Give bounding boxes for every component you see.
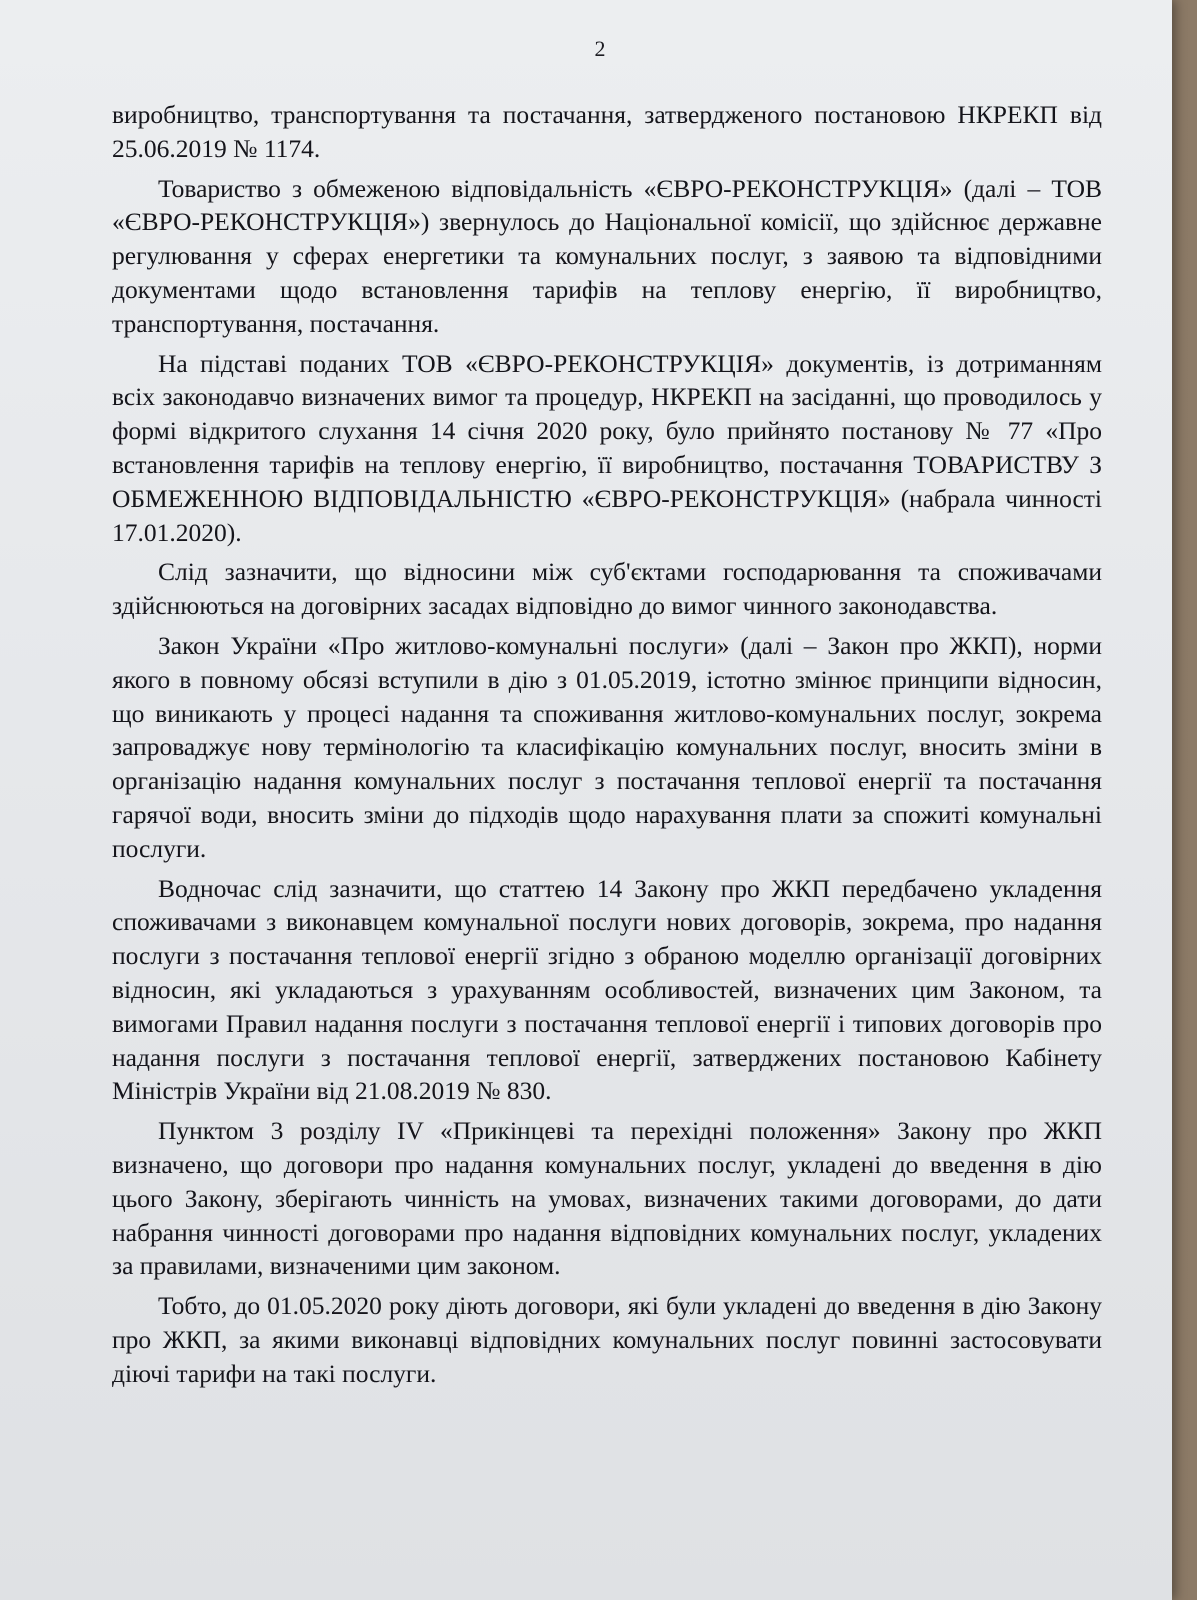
page-number: 2 <box>594 36 606 61</box>
paragraph: Закон України «Про житлово-комунальні послуги» (далі – Закон про ЖКП), норми якого в повному обсязі вступили в дію з 01.05.2019, істотно змінює принципи відносин, що виникають у процесі надання та споживання житлово-комунальних послуг, зокрема запроваджує нову термінологію та класифікацію комунальних послуг, вносить зміни в організацію надання комунальних послуг з постачання теплової енергії та постачання гарячої води, вносить зміни до підходів щодо нарахування плати за спожиті комунальні послуги. <box>112 630 1102 863</box>
paragraph: Слід зазначити, що відносини між суб'єктами господарювання та споживачами здійснюються на договірних засадах відповідно до вимог чинного законодавства. <box>112 557 1102 621</box>
paragraph-continuation: виробництво, транспортування та постачання, затвердженого постановою НКРЕКП від 25.06.2019 № 1174. <box>112 100 1102 163</box>
paragraph: Тобто, до 01.05.2020 року діють договори, які були укладені до введення в дію Закону про ЖКП, за якими виконавці відповідних комунальних послуг повинні застосовувати діючі тарифи на такі послуги. <box>112 1291 1102 1388</box>
paragraph: Товариство з обмеженою відповідальність «ЄВРО-РЕКОНСТРУКЦІЯ» (далі – ТОВ «ЄВРО-РЕКОНСТРУКЦІЯ») звернулось до Національної комісії, що здійснює державне регулювання у сферах енергетики та комунальних послуг, з заявою та відповідними документами щодо встановлення тарифів на теплову енергію, її виробництво, транспортування, постачання. <box>112 173 1102 338</box>
paragraph: На підставі поданих ТОВ «ЄВРО-РЕКОНСТРУКЦІЯ» документів, із дотриманням всіх законодавчо визначених вимог та процедур, НКРЕКП на засіданні, що проводилось у формі відкритого слухання 14 січня 2020 року, було прийнято постанову № 77 «Про встановлення тарифів на теплову енергію, її виробництво, постачання ТОВАРИСТВУ З ОБМЕЖЕННОЮ ВІДПОВІДАЛЬНІСТЮ «ЄВРО-РЕКОНСТРУКЦІЯ» (набрала чинності 17.01.2020). <box>112 348 1102 547</box>
document-body <box>112 98 1102 1396</box>
paragraph: Водночас слід зазначити, що статтею 14 Закону про ЖКП передбачено укладення споживачами з виконавцем комунальної послуги нових договорів, зокрема, про надання послуги з постачання теплової енергії згідно з обраною моделлю організації договірних відносин, які укладаються з урахуванням особливостей, визначених цим Законом, та вимогами Правил надання послуги з постачання теплової енергії і типових договорів про надання послуги з постачання теплової енергії, затверджених постановою Кабінету Міністрів України від 21.08.2019 № 830. <box>112 873 1102 1106</box>
paragraph: Пунктом 3 розділу IV «Прикінцеві та перехідні положення» Закону про ЖКП визначено, що договори про надання комунальних послуг, укладені до введення в дію цього Закону, зберігають чинність на умовах, визначених такими договорами, до дати набрання чинності договорами про надання відповідних комунальних послуг, укладених за правилами, визначеними цим законом. <box>112 1116 1102 1281</box>
